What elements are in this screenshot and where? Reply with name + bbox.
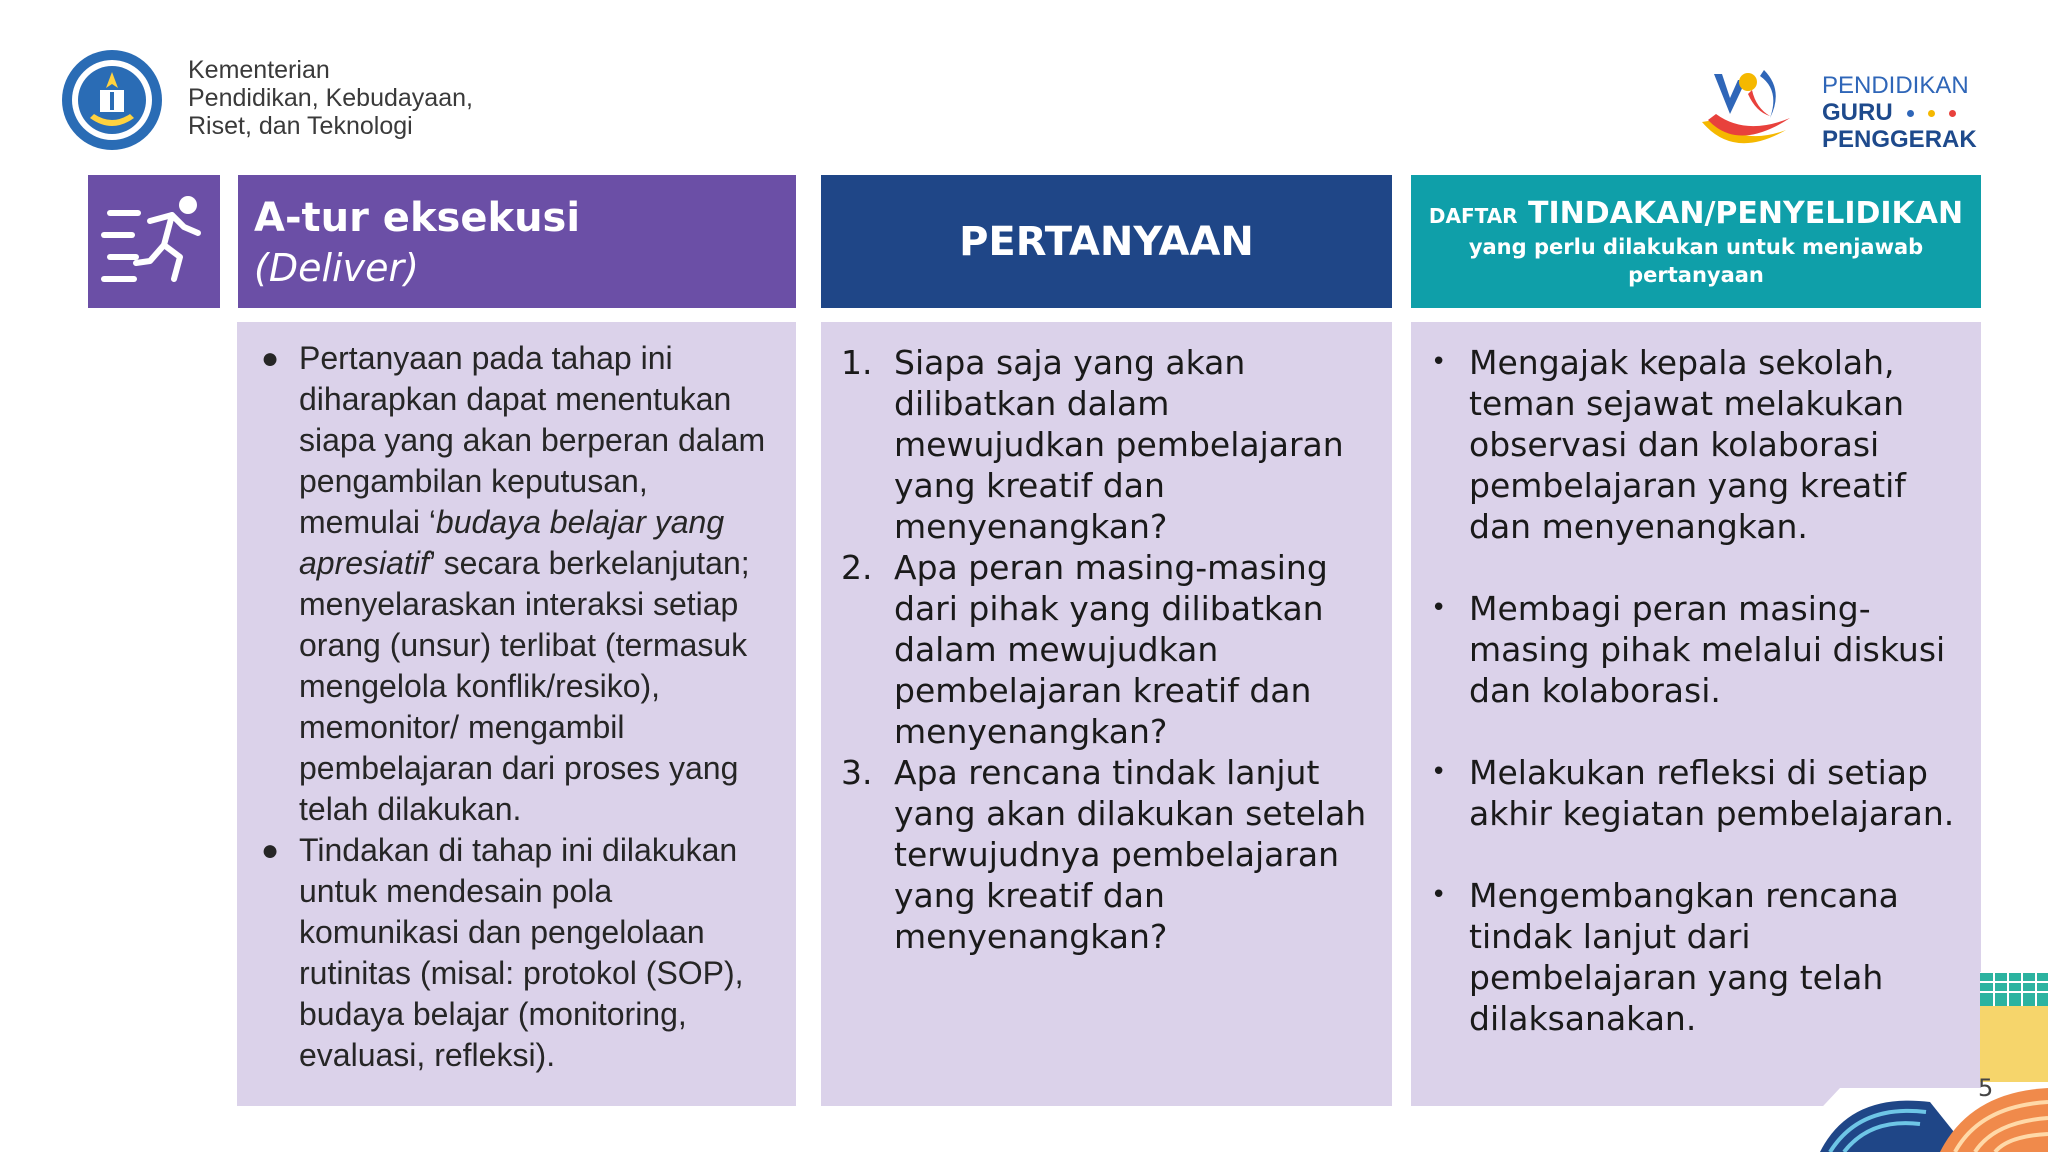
questions-list: [821, 322, 1392, 957]
running-person-icon: [88, 175, 220, 308]
question-text: Apa rencana tindak lanjut yang akan dilakukan setelah terwujudnya pembelajaran yang kreatif dan menyenangkan?: [894, 753, 1367, 956]
actions-title-main: TINDAKAN/PENYELIDIKAN: [1528, 196, 1964, 231]
deliver-bullet-text: Tindakan di tahap ini dilakukan untuk mendesain pola komunikasi dan pengelolaan rutinitas (misal: protokol (SOP), budaya belajar (monitoring, evaluasi, refleksi).: [299, 832, 744, 1073]
bullet-icon: ●: [261, 342, 280, 375]
action-item: [1411, 588, 1965, 711]
actions-header: [1411, 175, 1981, 308]
program-line-row: [1822, 99, 1977, 126]
deliver-bullet: [237, 338, 776, 830]
deliver-bullet-text: ’ secara berkelanjutan; menyelaraskan interaksi setiap orang (unsur) terlibat (termasuk mengelola konflik/resiko), memonitor/ mengambil pembelajaran dari proses yang telah dilakukan.: [299, 545, 750, 827]
program-line: GURU: [1822, 99, 1893, 126]
actions-subtitle: yang perlu dilakukan untuk menjawab pertanyaan: [1468, 235, 1924, 287]
deliver-subtitle: (Deliver): [254, 246, 419, 290]
bullet-icon: ●: [261, 834, 280, 867]
question-item: [821, 547, 1372, 752]
guru-penggerak-text: [1822, 72, 1977, 153]
question-text: Siapa saja yang akan dilibatkan dalam mewujudkan pembelajaran yang kreatif dan menyenangkan?: [894, 343, 1344, 546]
action-text: Membagi peran masing-masing pihak melalui diskusi dan kolaborasi.: [1469, 589, 1946, 710]
action-item: [1411, 342, 1965, 547]
running-icon-box: [88, 175, 220, 308]
ministry-line: Riset, dan Teknologi: [188, 112, 413, 140]
actions-title-prefix: DAFTAR: [1428, 204, 1518, 228]
deliver-list: [237, 322, 796, 1076]
corner-decoration: [1780, 972, 2048, 1152]
ministry-name: [188, 56, 473, 140]
dot-icon: [1928, 110, 1935, 117]
deliver-bullet-text: Pertanyaan pada tahap ini diharapkan dapat menentukan siapa yang akan berperan dalam pengambilan keputusan, memulai ‘: [299, 340, 766, 540]
action-text: Mengajak kepala sekolah, teman sejawat melakukan observasi dan kolaborasi pembelajaran yang kreatif dan menyenangkan.: [1469, 343, 1906, 546]
question-number: 3.: [841, 753, 873, 792]
actions-list: [1411, 322, 1981, 1039]
actions-title: [1411, 197, 1981, 233]
program-line: PENDIDIKAN: [1822, 72, 1969, 99]
action-text: Melakukan refleksi di setiap akhir kegiatan pembelajaran.: [1469, 753, 1955, 833]
question-number: 2.: [841, 548, 873, 587]
bullet-icon: •: [1431, 347, 1447, 377]
bullet-icon: •: [1431, 593, 1447, 623]
ministry-line: Kementerian: [188, 56, 330, 84]
program-line: PENGGERAK: [1822, 126, 1977, 153]
question-text: Apa peran masing-masing dari pihak yang dilibatkan dalam mewujudkan pembelajaran kreatif dan menyenangkan?: [894, 548, 1328, 751]
kemdikbud-logo: [60, 48, 164, 152]
question-item: [821, 752, 1372, 957]
questions-panel: [821, 322, 1392, 1106]
deliver-header: [238, 175, 796, 308]
action-item: [1411, 752, 1965, 834]
action-text: Mengembangkan rencana tindak lanjut dari pembelajaran yang telah dilaksanakan.: [1469, 876, 1899, 1038]
dot-icon: [1949, 110, 1956, 117]
page-number: 5: [1978, 1074, 1994, 1102]
ministry-line: Pendidikan, Kebudayaan,: [188, 84, 473, 112]
question-number: 1.: [841, 343, 873, 382]
bullet-icon: •: [1431, 880, 1447, 910]
deliver-bullet: [237, 830, 776, 1076]
question-item: [821, 342, 1372, 547]
bullet-icon: •: [1431, 757, 1447, 787]
questions-header: PERTANYAAN: [821, 175, 1392, 308]
deliver-bullet-emphasis: budaya belajar yang apresiatif: [299, 504, 725, 581]
dot-icon: [1907, 110, 1914, 117]
guru-penggerak-logo: [1694, 60, 1804, 160]
deliver-panel: [237, 322, 796, 1106]
deliver-title: A-tur eksekusi: [254, 195, 581, 241]
